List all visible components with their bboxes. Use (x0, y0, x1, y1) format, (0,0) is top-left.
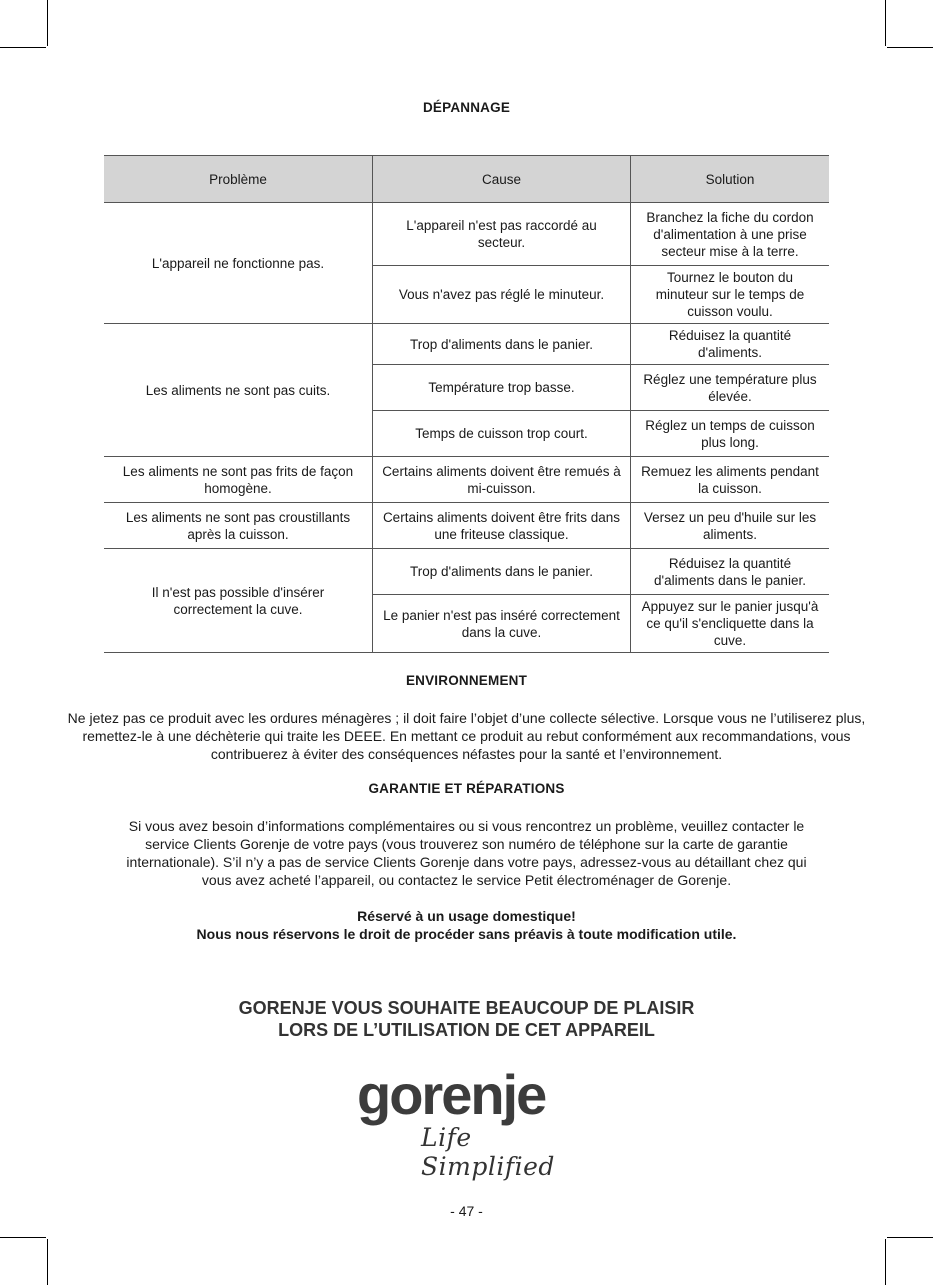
solution-cell: Versez un peu d'huile sur les aliments. (631, 503, 830, 549)
solution-cell: Réduisez la quantité d'aliments. (631, 324, 830, 365)
cause-cell: Le panier n'est pas inséré correctement dans la cuve. (373, 595, 631, 653)
cause-cell: Trop d'aliments dans le panier. (373, 549, 631, 595)
table-row (104, 457, 829, 503)
logo-wordmark: gorenje (357, 1063, 546, 1126)
crop-mark-bottom-left-h (0, 1237, 46, 1238)
gorenje-logo (357, 1063, 577, 1181)
cause-cell: Vous n'avez pas réglé le minuteur. (373, 266, 631, 324)
crop-mark-bottom-right-h (887, 1237, 933, 1238)
crop-mark-top-right-v (885, 0, 886, 46)
warranty-text: Si vous avez besoin d’informations complémentaires ou si vous rencontrez un problème, veuillez contacter le service Clients Gorenje de votre pays (vous trouverez son numéro de téléphone sur la carte de garantie internationale). S’il n’y a pas de service Clients Gorenje dans votre pays, adressez-vous au détaillant chez qui vous avez acheté l’appareil, ou contactez le service Petit électroménager de Gorenje. (126, 818, 807, 888)
cause-cell: Température trop basse. (373, 365, 631, 411)
crop-mark-bottom-right-v (885, 1239, 886, 1285)
modification-note: Nous nous réservons le droit de procéder sans préavis à toute modification utile. (196, 926, 737, 942)
cause-cell: Trop d'aliments dans le panier. (373, 324, 631, 365)
solution-cell: Réglez une température plus élevée. (631, 365, 830, 411)
problem-cell: Les aliments ne sont pas croustillants après la cuisson. (104, 503, 373, 549)
troubleshooting-title: DÉPANNAGE (422, 100, 511, 115)
crop-mark-top-left-h (0, 47, 46, 48)
environment-text: Ne jetez pas ce produit avec les ordures ménagères ; il doit faire l’objet d’une collecte sélective. Lorsque vous ne l’utiliserez plus, remettez-le à une déchèterie qui traite les DEEE. En mettant ce produit au rebut conformément aux recommandations, vous contribuerez à éviter des conséquences néfastes pour la santé et l’environnement. (67, 710, 866, 762)
solution-cell: Réduisez la quantité d'aliments dans le panier. (631, 549, 830, 595)
cause-cell: L'appareil n'est pas raccordé au secteur. (373, 203, 631, 266)
solution-cell: Appuyez sur le panier jusqu'à ce qu'il s'encliquette dans la cuve. (631, 595, 830, 653)
crop-mark-top-right-h (887, 47, 933, 48)
slogan-line-2: LORS DE L’UTILISATION DE CET APPAREIL (278, 1020, 655, 1040)
warranty-title: GARANTIE ET RÉPARATIONS (368, 781, 565, 796)
problem-cell: Les aliments ne sont pas cuits. (104, 324, 373, 457)
problem-cell: Il n'est pas possible d'insérer correctement la cuve. (104, 549, 373, 653)
solution-cell: Réglez un temps de cuisson plus long. (631, 411, 830, 457)
logo-tagline: Life Simplified (421, 1123, 555, 1181)
header-problem: Problème (104, 156, 373, 203)
header-solution: Solution (631, 156, 830, 203)
domestic-use-note: Réservé à un usage domestique! (357, 908, 576, 924)
table-row (104, 203, 829, 266)
problem-cell: L'appareil ne fonctionne pas. (104, 203, 373, 324)
table-row (104, 549, 829, 595)
page-number: - 47 - (450, 1203, 483, 1219)
environment-title: ENVIRONNEMENT (405, 673, 528, 688)
table-header-row (104, 156, 829, 203)
troubleshooting-table (104, 155, 829, 653)
cause-cell: Certains aliments doivent être remués à mi-cuisson. (373, 457, 631, 503)
cause-cell: Certains aliments doivent être frits dans une friteuse classique. (373, 503, 631, 549)
solution-cell: Tournez le bouton du minuteur sur le temps de cuisson voulu. (631, 266, 830, 324)
cause-cell: Temps de cuisson trop court. (373, 411, 631, 457)
solution-cell: Remuez les aliments pendant la cuisson. (631, 457, 830, 503)
solution-cell: Branchez la fiche du cordon d'alimentation à une prise secteur mise à la terre. (631, 203, 830, 266)
problem-cell: Les aliments ne sont pas frits de façon homogène. (104, 457, 373, 503)
crop-mark-bottom-left-v (47, 1239, 48, 1285)
header-cause: Cause (373, 156, 631, 203)
table-row (104, 503, 829, 549)
table-row (104, 324, 829, 365)
slogan-line-1: GORENJE VOUS SOUHAITE BEAUCOUP DE PLAISIR (238, 998, 695, 1018)
crop-mark-top-left-v (47, 0, 48, 46)
